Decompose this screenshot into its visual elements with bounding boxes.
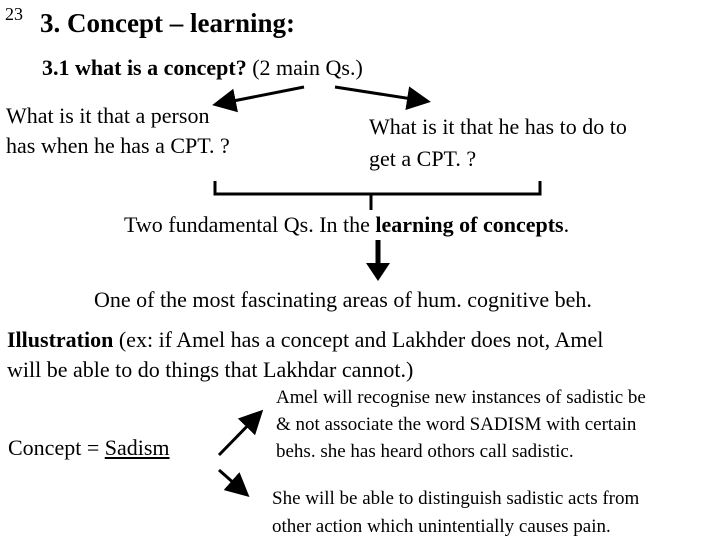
arrow-down-head — [366, 263, 390, 281]
fascinating-line: One of the most fascinating areas of hum. cognitive beh. — [94, 287, 592, 312]
subtitle-normal: (2 main Qs.) — [246, 55, 363, 80]
she-line2: other action which unintentially causes pain. — [272, 516, 611, 537]
concept-term: Sadism — [104, 435, 170, 460]
question-right-line2: get a CPT. ? — [369, 146, 477, 171]
arrow-left — [218, 87, 304, 104]
fundamental-prefix: Two fundamental Qs. In the — [124, 212, 376, 237]
amel-line2: & not associate the word SADISM with certain — [276, 414, 637, 435]
slide-title: 3. Concept – learning: — [40, 8, 295, 38]
fundamental-bold: learning of concepts — [375, 212, 564, 237]
amel-line1: Amel will recognise new instances of sadistic be — [276, 387, 646, 408]
question-left-line2: has when he has a CPT. ? — [6, 133, 230, 158]
illustration-label: Illustration — [7, 327, 114, 352]
question-right-line1: What is it that he has to do to — [369, 114, 627, 139]
fundamental-suffix: . — [563, 212, 570, 237]
arrow-down-right — [219, 470, 245, 493]
amel-line3: behs. she has heard othors call sadistic. — [276, 441, 574, 462]
subtitle-bold: 3.1 what is a concept? — [42, 55, 247, 80]
arrow-up-right — [219, 414, 259, 455]
slide-number: 23 — [5, 4, 23, 24]
illustration-line2: will be able to do things that Lakhdar cannot.) — [7, 357, 414, 382]
question-left-line1: What is it that a person — [6, 103, 210, 128]
concept-prefix: Concept = — [8, 435, 105, 460]
bracket — [215, 181, 540, 194]
she-line1: She will be able to distinguish sadistic acts from — [272, 488, 640, 509]
arrow-right — [335, 87, 425, 101]
illustration-line1-rest: (ex: if Amel has a concept and Lakhder does not, Amel — [113, 327, 604, 352]
